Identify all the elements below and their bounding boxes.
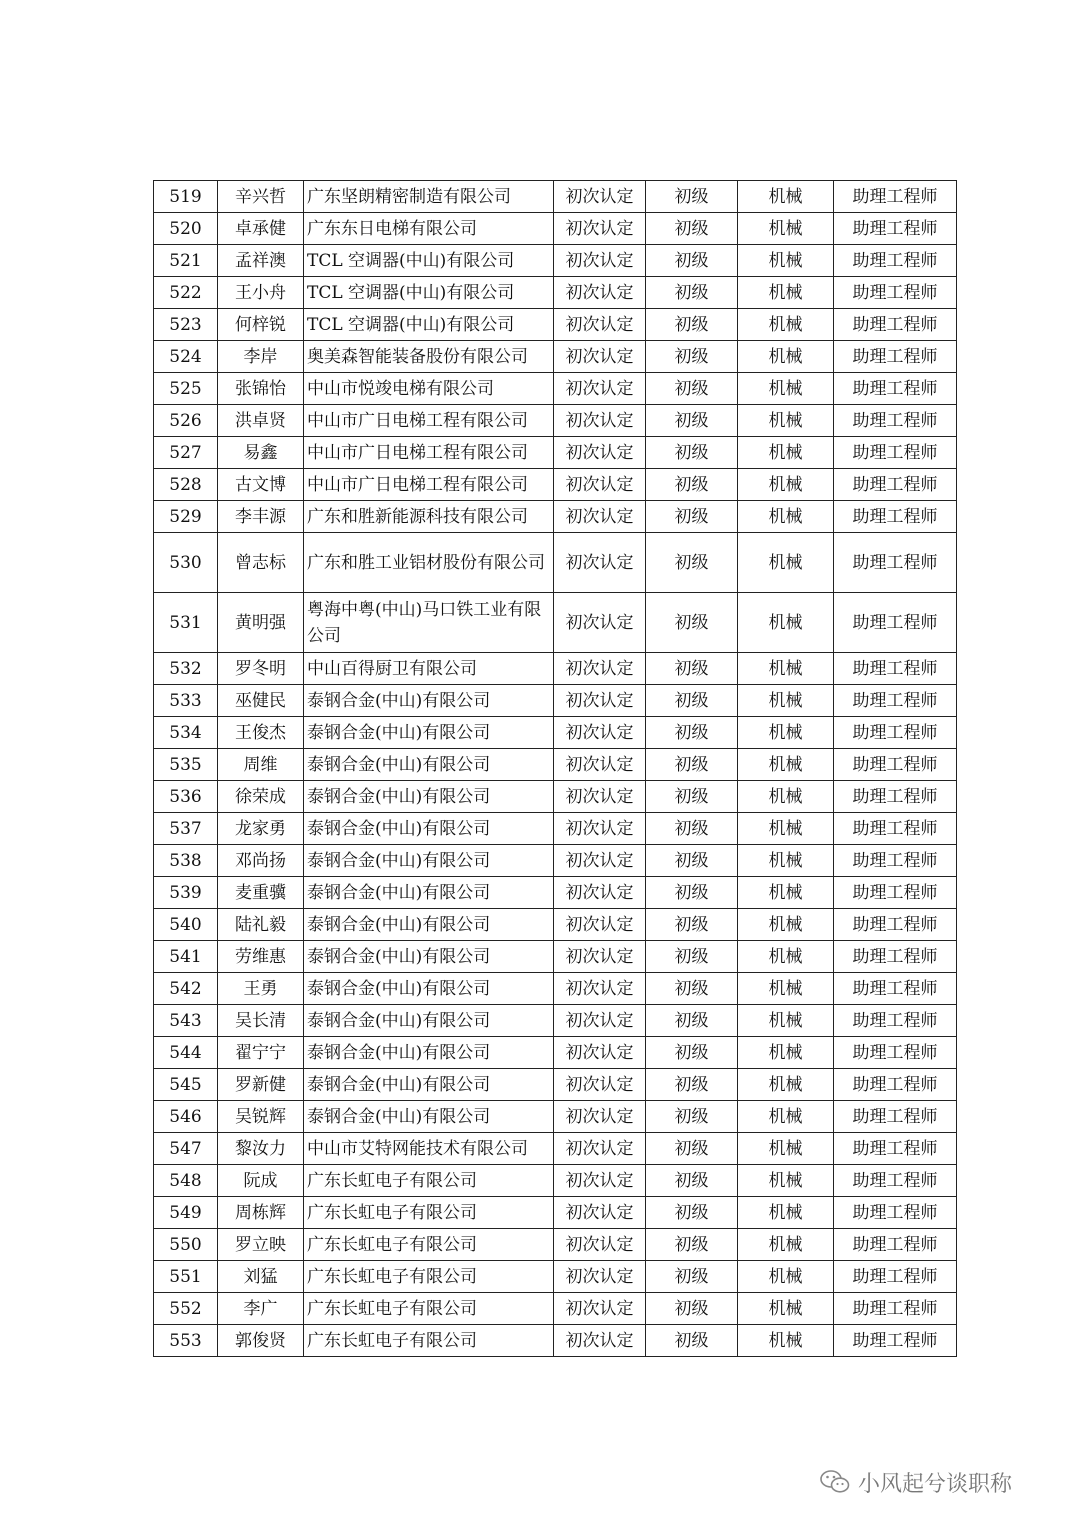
assessment-type-cell: 初次认定 <box>554 877 646 909</box>
row-number-cell: 526 <box>154 405 218 437</box>
major-cell: 机械 <box>738 845 834 877</box>
table-row <box>154 717 957 749</box>
level-cell: 初级 <box>646 909 738 941</box>
assessment-type-cell: 初次认定 <box>554 1261 646 1293</box>
major-cell: 机械 <box>738 593 834 653</box>
level-cell: 初级 <box>646 405 738 437</box>
professional-title-cell: 助理工程师 <box>834 341 957 373</box>
row-number-cell: 540 <box>154 909 218 941</box>
professional-title-cell: 助理工程师 <box>834 373 957 405</box>
table-row <box>154 1325 957 1357</box>
person-name-cell: 黄明强 <box>218 593 304 653</box>
level-cell: 初级 <box>646 181 738 213</box>
level-cell: 初级 <box>646 437 738 469</box>
major-cell: 机械 <box>738 909 834 941</box>
person-name-cell: 罗新健 <box>218 1069 304 1101</box>
assessment-type-cell: 初次认定 <box>554 941 646 973</box>
professional-title-cell: 助理工程师 <box>834 1293 957 1325</box>
wechat-icon <box>820 1469 850 1495</box>
major-cell: 机械 <box>738 181 834 213</box>
watermark-text: 小风起兮谈职称 <box>858 1471 1013 1497</box>
company-name-cell: TCL 空调器(中山)有限公司 <box>304 245 554 277</box>
company-name-cell: 粤海中粤(中山)马口铁工业有限公司 <box>304 593 554 653</box>
table-row <box>154 437 957 469</box>
major-cell: 机械 <box>738 1261 834 1293</box>
major-cell: 机械 <box>738 245 834 277</box>
table-row <box>154 1069 957 1101</box>
professional-title-cell: 助理工程师 <box>834 469 957 501</box>
company-name-cell: 广东长虹电子有限公司 <box>304 1165 554 1197</box>
company-name-cell: 中山市悦竣电梯有限公司 <box>304 373 554 405</box>
professional-title-cell: 助理工程师 <box>834 1005 957 1037</box>
major-cell: 机械 <box>738 1293 834 1325</box>
level-cell: 初级 <box>646 877 738 909</box>
professional-title-cell: 助理工程师 <box>834 717 957 749</box>
person-name-cell: 何梓锐 <box>218 309 304 341</box>
assessment-type-cell: 初次认定 <box>554 1197 646 1229</box>
level-cell: 初级 <box>646 1005 738 1037</box>
professional-title-cell: 助理工程师 <box>834 877 957 909</box>
table-row <box>154 653 957 685</box>
row-number-cell: 529 <box>154 501 218 533</box>
level-cell: 初级 <box>646 1037 738 1069</box>
professional-title-cell: 助理工程师 <box>834 593 957 653</box>
assessment-type-cell: 初次认定 <box>554 1037 646 1069</box>
company-name-cell: 泰钢合金(中山)有限公司 <box>304 717 554 749</box>
row-number-cell: 539 <box>154 877 218 909</box>
level-cell: 初级 <box>646 309 738 341</box>
company-name-cell: 泰钢合金(中山)有限公司 <box>304 685 554 717</box>
level-cell: 初级 <box>646 1165 738 1197</box>
person-name-cell: 陆礼毅 <box>218 909 304 941</box>
company-name-cell: 中山市广日电梯工程有限公司 <box>304 437 554 469</box>
assessment-type-cell: 初次认定 <box>554 717 646 749</box>
person-name-cell: 周栋辉 <box>218 1197 304 1229</box>
table-row <box>154 373 957 405</box>
row-number-cell: 528 <box>154 469 218 501</box>
row-number-cell: 536 <box>154 781 218 813</box>
company-name-cell: 泰钢合金(中山)有限公司 <box>304 1005 554 1037</box>
level-cell: 初级 <box>646 1101 738 1133</box>
assessment-type-cell: 初次认定 <box>554 341 646 373</box>
professional-title-cell: 助理工程师 <box>834 245 957 277</box>
major-cell: 机械 <box>738 813 834 845</box>
professional-title-cell: 助理工程师 <box>834 1325 957 1357</box>
professional-title-cell: 助理工程师 <box>834 501 957 533</box>
professional-title-cell: 助理工程师 <box>834 1037 957 1069</box>
person-name-cell: 罗立映 <box>218 1229 304 1261</box>
row-number-cell: 538 <box>154 845 218 877</box>
row-number-cell: 545 <box>154 1069 218 1101</box>
assessment-type-cell: 初次认定 <box>554 1165 646 1197</box>
table-row <box>154 1133 957 1165</box>
level-cell: 初级 <box>646 245 738 277</box>
major-cell: 机械 <box>738 973 834 1005</box>
level-cell: 初级 <box>646 653 738 685</box>
level-cell: 初级 <box>646 845 738 877</box>
table-row <box>154 1293 957 1325</box>
assessment-type-cell: 初次认定 <box>554 1229 646 1261</box>
assessment-type-cell: 初次认定 <box>554 813 646 845</box>
row-number-cell: 547 <box>154 1133 218 1165</box>
table-row <box>154 813 957 845</box>
person-name-cell: 劳维惠 <box>218 941 304 973</box>
table-row <box>154 405 957 437</box>
major-cell: 机械 <box>738 277 834 309</box>
person-name-cell: 邓尚扬 <box>218 845 304 877</box>
company-name-cell: 广东和胜工业铝材股份有限公司 <box>304 533 554 593</box>
professional-title-cell: 助理工程师 <box>834 941 957 973</box>
table-row <box>154 973 957 1005</box>
major-cell: 机械 <box>738 941 834 973</box>
company-name-cell: 泰钢合金(中山)有限公司 <box>304 781 554 813</box>
person-name-cell: 李广 <box>218 1293 304 1325</box>
company-name-cell: 奥美森智能装备股份有限公司 <box>304 341 554 373</box>
professional-title-cell: 助理工程师 <box>834 1069 957 1101</box>
person-name-cell: 翟宁宁 <box>218 1037 304 1069</box>
person-name-cell: 古文博 <box>218 469 304 501</box>
professional-title-cell: 助理工程师 <box>834 1261 957 1293</box>
level-cell: 初级 <box>646 1197 738 1229</box>
person-name-cell: 王小舟 <box>218 277 304 309</box>
assessment-type-cell: 初次认定 <box>554 1069 646 1101</box>
person-name-cell: 黎汝力 <box>218 1133 304 1165</box>
level-cell: 初级 <box>646 1261 738 1293</box>
level-cell: 初级 <box>646 213 738 245</box>
company-name-cell: 泰钢合金(中山)有限公司 <box>304 749 554 781</box>
professional-title-cell: 助理工程师 <box>834 813 957 845</box>
level-cell: 初级 <box>646 341 738 373</box>
table-row <box>154 1165 957 1197</box>
table-row <box>154 781 957 813</box>
company-name-cell: 广东长虹电子有限公司 <box>304 1293 554 1325</box>
assessment-type-cell: 初次认定 <box>554 373 646 405</box>
professional-title-cell: 助理工程师 <box>834 781 957 813</box>
level-cell: 初级 <box>646 1133 738 1165</box>
level-cell: 初级 <box>646 1069 738 1101</box>
row-number-cell: 525 <box>154 373 218 405</box>
level-cell: 初级 <box>646 813 738 845</box>
assessment-type-cell: 初次认定 <box>554 405 646 437</box>
company-name-cell: 广东东日电梯有限公司 <box>304 213 554 245</box>
assessment-type-cell: 初次认定 <box>554 277 646 309</box>
assessment-type-cell: 初次认定 <box>554 245 646 277</box>
company-name-cell: 泰钢合金(中山)有限公司 <box>304 845 554 877</box>
professional-title-cell: 助理工程师 <box>834 653 957 685</box>
person-name-cell: 阮成 <box>218 1165 304 1197</box>
major-cell: 机械 <box>738 717 834 749</box>
level-cell: 初级 <box>646 593 738 653</box>
assessment-type-cell: 初次认定 <box>554 1293 646 1325</box>
professional-title-cell: 助理工程师 <box>834 437 957 469</box>
level-cell: 初级 <box>646 1293 738 1325</box>
professional-title-cell: 助理工程师 <box>834 1197 957 1229</box>
row-number-cell: 549 <box>154 1197 218 1229</box>
assessment-type-cell: 初次认定 <box>554 309 646 341</box>
person-name-cell: 易鑫 <box>218 437 304 469</box>
major-cell: 机械 <box>738 533 834 593</box>
assessment-type-cell: 初次认定 <box>554 533 646 593</box>
person-name-cell: 李岸 <box>218 341 304 373</box>
table-row <box>154 749 957 781</box>
assessment-type-cell: 初次认定 <box>554 501 646 533</box>
person-name-cell: 吴锐辉 <box>218 1101 304 1133</box>
company-name-cell: 泰钢合金(中山)有限公司 <box>304 877 554 909</box>
assessment-type-cell: 初次认定 <box>554 973 646 1005</box>
level-cell: 初级 <box>646 1325 738 1357</box>
level-cell: 初级 <box>646 941 738 973</box>
person-name-cell: 卓承健 <box>218 213 304 245</box>
person-name-cell: 孟祥澳 <box>218 245 304 277</box>
person-name-cell: 吴长清 <box>218 1005 304 1037</box>
major-cell: 机械 <box>738 1197 834 1229</box>
professional-title-cell: 助理工程师 <box>834 1165 957 1197</box>
table-row <box>154 469 957 501</box>
professional-title-cell: 助理工程师 <box>834 973 957 1005</box>
major-cell: 机械 <box>738 341 834 373</box>
professional-title-cell: 助理工程师 <box>834 845 957 877</box>
assessment-type-cell: 初次认定 <box>554 469 646 501</box>
professional-title-cell: 助理工程师 <box>834 533 957 593</box>
company-name-cell: 广东长虹电子有限公司 <box>304 1261 554 1293</box>
company-name-cell: 广东长虹电子有限公司 <box>304 1325 554 1357</box>
row-number-cell: 537 <box>154 813 218 845</box>
row-number-cell: 530 <box>154 533 218 593</box>
person-name-cell: 张锦怡 <box>218 373 304 405</box>
person-name-cell: 曾志标 <box>218 533 304 593</box>
person-name-cell: 罗冬明 <box>218 653 304 685</box>
company-name-cell: 泰钢合金(中山)有限公司 <box>304 909 554 941</box>
professional-title-cell: 助理工程师 <box>834 181 957 213</box>
row-number-cell: 551 <box>154 1261 218 1293</box>
assessment-type-cell: 初次认定 <box>554 437 646 469</box>
row-number-cell: 520 <box>154 213 218 245</box>
major-cell: 机械 <box>738 1165 834 1197</box>
row-number-cell: 553 <box>154 1325 218 1357</box>
company-name-cell: 泰钢合金(中山)有限公司 <box>304 1037 554 1069</box>
professional-title-cell: 助理工程师 <box>834 277 957 309</box>
person-name-cell: 龙家勇 <box>218 813 304 845</box>
professional-title-cell: 助理工程师 <box>834 749 957 781</box>
company-name-cell: 广东长虹电子有限公司 <box>304 1197 554 1229</box>
professional-title-cell: 助理工程师 <box>834 1229 957 1261</box>
professional-title-cell: 助理工程师 <box>834 309 957 341</box>
major-cell: 机械 <box>738 685 834 717</box>
company-name-cell: 广东长虹电子有限公司 <box>304 1229 554 1261</box>
assessment-type-cell: 初次认定 <box>554 1133 646 1165</box>
person-name-cell: 王俊杰 <box>218 717 304 749</box>
person-name-cell: 王勇 <box>218 973 304 1005</box>
company-name-cell: 泰钢合金(中山)有限公司 <box>304 973 554 1005</box>
table-row <box>154 845 957 877</box>
table-row <box>154 309 957 341</box>
row-number-cell: 519 <box>154 181 218 213</box>
row-number-cell: 532 <box>154 653 218 685</box>
person-name-cell: 麦重骥 <box>218 877 304 909</box>
person-name-cell: 周维 <box>218 749 304 781</box>
assessment-type-cell: 初次认定 <box>554 593 646 653</box>
company-name-cell: 泰钢合金(中山)有限公司 <box>304 941 554 973</box>
assessment-type-cell: 初次认定 <box>554 909 646 941</box>
company-name-cell: TCL 空调器(中山)有限公司 <box>304 277 554 309</box>
company-name-cell: 中山市广日电梯工程有限公司 <box>304 469 554 501</box>
level-cell: 初级 <box>646 533 738 593</box>
row-number-cell: 522 <box>154 277 218 309</box>
professional-title-cell: 助理工程师 <box>834 405 957 437</box>
major-cell: 机械 <box>738 1133 834 1165</box>
level-cell: 初级 <box>646 469 738 501</box>
row-number-cell: 541 <box>154 941 218 973</box>
table-row <box>154 1229 957 1261</box>
level-cell: 初级 <box>646 501 738 533</box>
major-cell: 机械 <box>738 653 834 685</box>
table-row <box>154 1197 957 1229</box>
row-number-cell: 552 <box>154 1293 218 1325</box>
level-cell: 初级 <box>646 749 738 781</box>
level-cell: 初级 <box>646 1229 738 1261</box>
table-row <box>154 877 957 909</box>
table-row <box>154 277 957 309</box>
assessment-type-cell: 初次认定 <box>554 1101 646 1133</box>
row-number-cell: 527 <box>154 437 218 469</box>
person-name-cell: 洪卓贤 <box>218 405 304 437</box>
assessment-type-cell: 初次认定 <box>554 685 646 717</box>
row-number-cell: 546 <box>154 1101 218 1133</box>
company-name-cell: 中山市艾特网能技术有限公司 <box>304 1133 554 1165</box>
row-number-cell: 521 <box>154 245 218 277</box>
assessment-type-cell: 初次认定 <box>554 1005 646 1037</box>
table-row <box>154 213 957 245</box>
assessment-type-cell: 初次认定 <box>554 653 646 685</box>
assessment-type-cell: 初次认定 <box>554 749 646 781</box>
professional-title-cell: 助理工程师 <box>834 1133 957 1165</box>
assessment-type-cell: 初次认定 <box>554 781 646 813</box>
qualification-table <box>153 180 957 1357</box>
assessment-type-cell: 初次认定 <box>554 213 646 245</box>
professional-title-cell: 助理工程师 <box>834 213 957 245</box>
company-name-cell: 泰钢合金(中山)有限公司 <box>304 813 554 845</box>
assessment-type-cell: 初次认定 <box>554 1325 646 1357</box>
row-number-cell: 548 <box>154 1165 218 1197</box>
row-number-cell: 542 <box>154 973 218 1005</box>
row-number-cell: 543 <box>154 1005 218 1037</box>
level-cell: 初级 <box>646 373 738 405</box>
company-name-cell: TCL 空调器(中山)有限公司 <box>304 309 554 341</box>
company-name-cell: 广东和胜新能源科技有限公司 <box>304 501 554 533</box>
professional-title-cell: 助理工程师 <box>834 1101 957 1133</box>
major-cell: 机械 <box>738 749 834 781</box>
table-row <box>154 341 957 373</box>
major-cell: 机械 <box>738 309 834 341</box>
major-cell: 机械 <box>738 1069 834 1101</box>
table-row <box>154 533 957 593</box>
major-cell: 机械 <box>738 213 834 245</box>
person-name-cell: 巫健民 <box>218 685 304 717</box>
table-row <box>154 245 957 277</box>
major-cell: 机械 <box>738 1037 834 1069</box>
level-cell: 初级 <box>646 781 738 813</box>
major-cell: 机械 <box>738 1229 834 1261</box>
row-number-cell: 550 <box>154 1229 218 1261</box>
major-cell: 机械 <box>738 501 834 533</box>
person-name-cell: 辛兴哲 <box>218 181 304 213</box>
row-number-cell: 533 <box>154 685 218 717</box>
table-row <box>154 1005 957 1037</box>
level-cell: 初级 <box>646 717 738 749</box>
major-cell: 机械 <box>738 1101 834 1133</box>
row-number-cell: 531 <box>154 593 218 653</box>
company-name-cell: 泰钢合金(中山)有限公司 <box>304 1101 554 1133</box>
table-row <box>154 1261 957 1293</box>
row-number-cell: 523 <box>154 309 218 341</box>
row-number-cell: 524 <box>154 341 218 373</box>
professional-title-cell: 助理工程师 <box>834 909 957 941</box>
table-row <box>154 685 957 717</box>
company-name-cell: 中山百得厨卫有限公司 <box>304 653 554 685</box>
major-cell: 机械 <box>738 781 834 813</box>
level-cell: 初级 <box>646 685 738 717</box>
major-cell: 机械 <box>738 437 834 469</box>
person-name-cell: 李丰源 <box>218 501 304 533</box>
watermark <box>820 1462 1012 1502</box>
table-row <box>154 1101 957 1133</box>
person-name-cell: 徐荣成 <box>218 781 304 813</box>
person-name-cell: 郭俊贤 <box>218 1325 304 1357</box>
major-cell: 机械 <box>738 1005 834 1037</box>
table-row <box>154 941 957 973</box>
row-number-cell: 535 <box>154 749 218 781</box>
major-cell: 机械 <box>738 877 834 909</box>
assessment-type-cell: 初次认定 <box>554 181 646 213</box>
row-number-cell: 534 <box>154 717 218 749</box>
table-row <box>154 1037 957 1069</box>
table-row <box>154 181 957 213</box>
major-cell: 机械 <box>738 405 834 437</box>
person-name-cell: 刘猛 <box>218 1261 304 1293</box>
table-row <box>154 593 957 653</box>
level-cell: 初级 <box>646 277 738 309</box>
row-number-cell: 544 <box>154 1037 218 1069</box>
level-cell: 初级 <box>646 973 738 1005</box>
table-row <box>154 501 957 533</box>
company-name-cell: 泰钢合金(中山)有限公司 <box>304 1069 554 1101</box>
major-cell: 机械 <box>738 373 834 405</box>
company-name-cell: 中山市广日电梯工程有限公司 <box>304 405 554 437</box>
assessment-type-cell: 初次认定 <box>554 845 646 877</box>
table-row <box>154 909 957 941</box>
company-name-cell: 广东坚朗精密制造有限公司 <box>304 181 554 213</box>
major-cell: 机械 <box>738 1325 834 1357</box>
major-cell: 机械 <box>738 469 834 501</box>
professional-title-cell: 助理工程师 <box>834 685 957 717</box>
